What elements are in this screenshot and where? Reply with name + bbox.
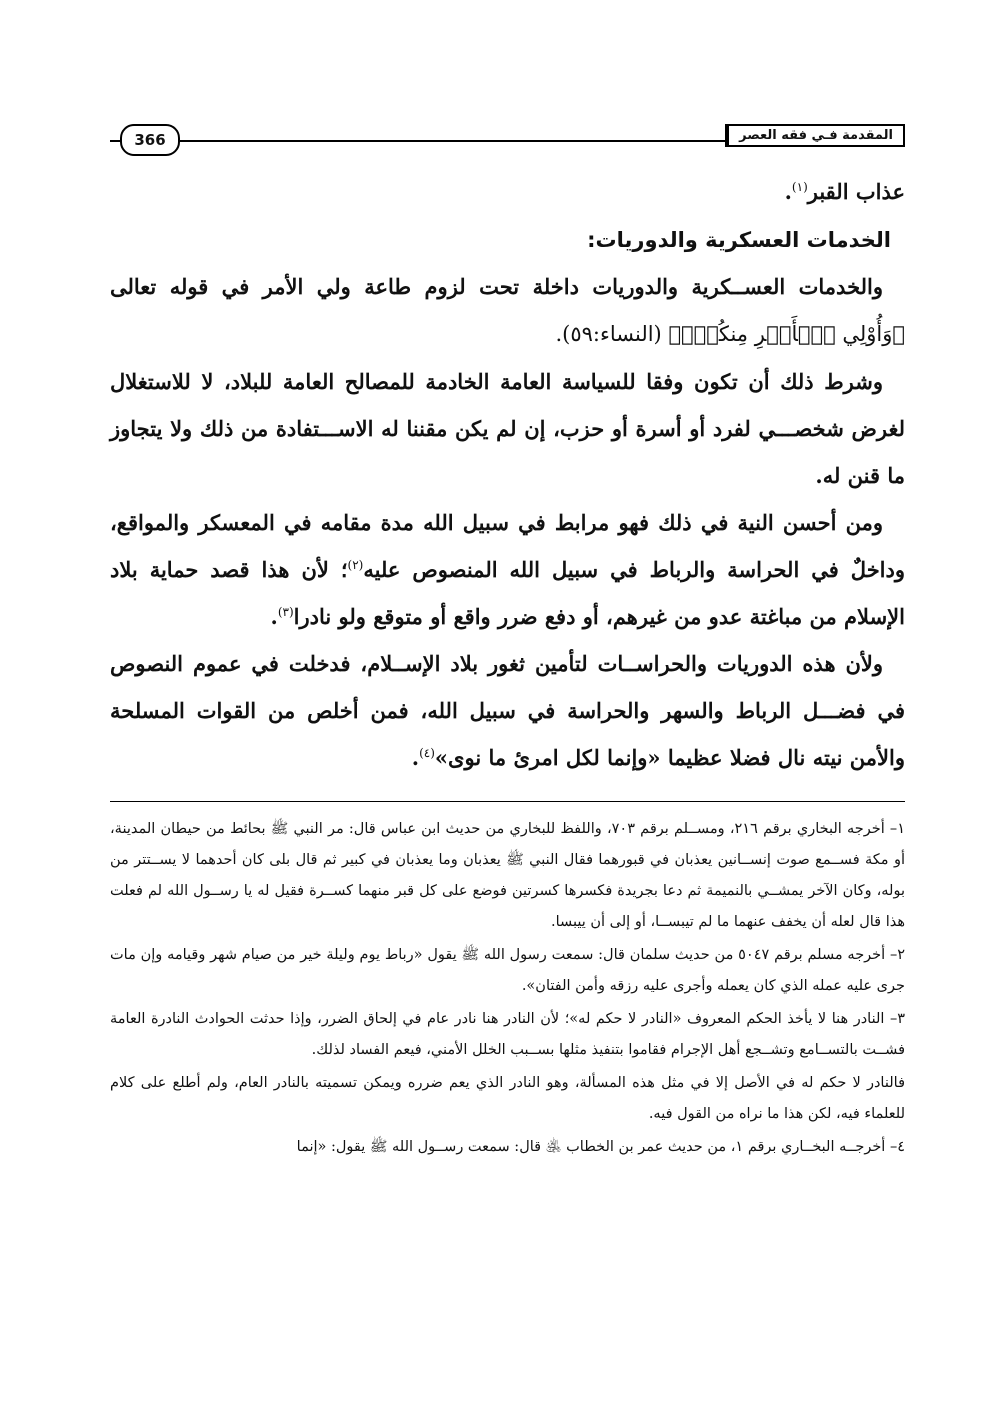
footnote-ref-1: (١): [791, 180, 808, 194]
page-header: [110, 116, 905, 156]
page-number: 366: [120, 124, 180, 156]
para3-part-b: ؛ لأن هذا قصد حماية بلاد الإسلام من مباغتة عدو من غيرهم، أو دفع ضرر واقع أو متوقع ولو نادرا: [110, 557, 905, 629]
footnote-1: ١– أخرجه البخاري برقم ٢١٦، ومســلم برقم ٧٠٣، واللفظ للبخاري من حديث ابن عباس قال: مر النبي ﷺ بحائط من حيطان المدينة، أو مكة فســمع صوت إنســانين يعذبان في قبورهما فقال النبي ﷺ يعذبان وما يعذبان في كبير ثم قال بلى كان أحدهما لا يســتتر من بوله، وكان الآخر يمشــي بالنميمة ثم دعا بجريدة فكسرها كسرتين فوضع على كل قبر منهما كســرة فقيل له يا رســول الله لم فعلت هذا قال لعله أن يخفف عنهما ما لم تيبســا، أو إلى أن ييبسا.: [110, 821, 905, 930]
section-heading: الخدمات العسكرية والدوريات:: [587, 228, 891, 252]
page-content: [110, 168, 905, 1165]
footnote-ref-4: (٤): [419, 746, 435, 760]
footnote-3-continued: فالنادر لا حكم له في الأصل إلا في مثل هذه المسألة، وهو النادر الذي يعم ضرره ويمكن تسميته بالنادر العام، ولم أطلع على كلام للعلماء فيه، لكن هذا ما نراه من القول فيه.: [110, 1075, 905, 1122]
footnote-3: ٣– النادر هنا لا يأخذ الحكم المعروف «النادر لا حكم له»؛ لأن النادر هنا نادر عام في إلحاق الضرر، وإذا حدثت الحوادث النادرة العامة فشــت بالتســامع وتشــجع أهل الإجرام فقاموا بتنفيذ مثلها بســبب الخلل الأمني، فيعم الفساد لذلك.: [110, 1011, 905, 1058]
opening-end: .: [784, 179, 792, 204]
footnote-4: ٤– أخرجــه البخــاري برقم ١، من حديث عمر بن الخطاب ﵁ قال: سمعت رســول الله ﷺ يقول: «إنما: [296, 1139, 905, 1155]
footnote-2: ٢– أخرجه مسلم برقم ٥٠٤٧ من حديث سلمان قال: سمعت رسول الله ﷺ يقول «رباط يوم وليلة خير من صيام شهر وقيامه وإن مات جرى عليه عمله الذي كان يعمله وأجرى عليه رزقه وأمن الفتان».: [110, 947, 905, 994]
paragraph-4: [110, 640, 905, 781]
quran-citation: (النساء:٥٩).: [555, 322, 669, 346]
para3-part-a: ومن أحسن النية في ذلك فهو مرابط في سبيل الله مدة مقامه في المعسكر والمواقع، وداخلٌ في الحراسة والرباط في سبيل الله المنصوص عليه: [110, 510, 905, 582]
footnote-divider: [110, 801, 905, 802]
opening-text: عذاب القبر: [807, 179, 905, 204]
footnote-ref-2: (٢): [347, 558, 364, 572]
paragraph-2: وشرط ذلك أن تكون وفقا للسياسة العامة الخادمة للمصالح العامة للبلاد، لا للاستغلال لغرض شخصـــي لفرد أو أسرة أو حزب، إن لم يكن مقننا له الاســـتفادة من ذلك ولا يتجاوز ما قنن له.: [110, 369, 905, 488]
quran-verse: ﴿وَأُوْلِي ٱلۡأَمۡرِ مِنكُمۡۖ﴾: [668, 322, 905, 346]
opening-line: [110, 168, 905, 215]
para4-text: ولأن هذه الدوريات والحراســات لتأمين ثغور بلاد الإســلام، فدخلت في عموم النصوص في فضـــل الرباط والسهر والحراسة في سبيل الله، فمن أخلص من القوات المسلحة والأمن نيته نال فضلا عظيما «وإنما لكل امرئ ما نوى»: [110, 651, 905, 770]
paragraph-3: [110, 499, 905, 640]
para1-text: والخدمات العســكرية والدوريات داخلة تحت لزوم طاعة ولي الأمر في قوله تعالى: [110, 274, 883, 299]
running-title: المقدمة فـي فقه العصر: [725, 124, 905, 147]
para3-end: .: [270, 604, 278, 629]
para4-end: .: [411, 745, 420, 770]
footnote-ref-3: (٣): [277, 605, 294, 619]
paragraph-1: [110, 263, 905, 358]
